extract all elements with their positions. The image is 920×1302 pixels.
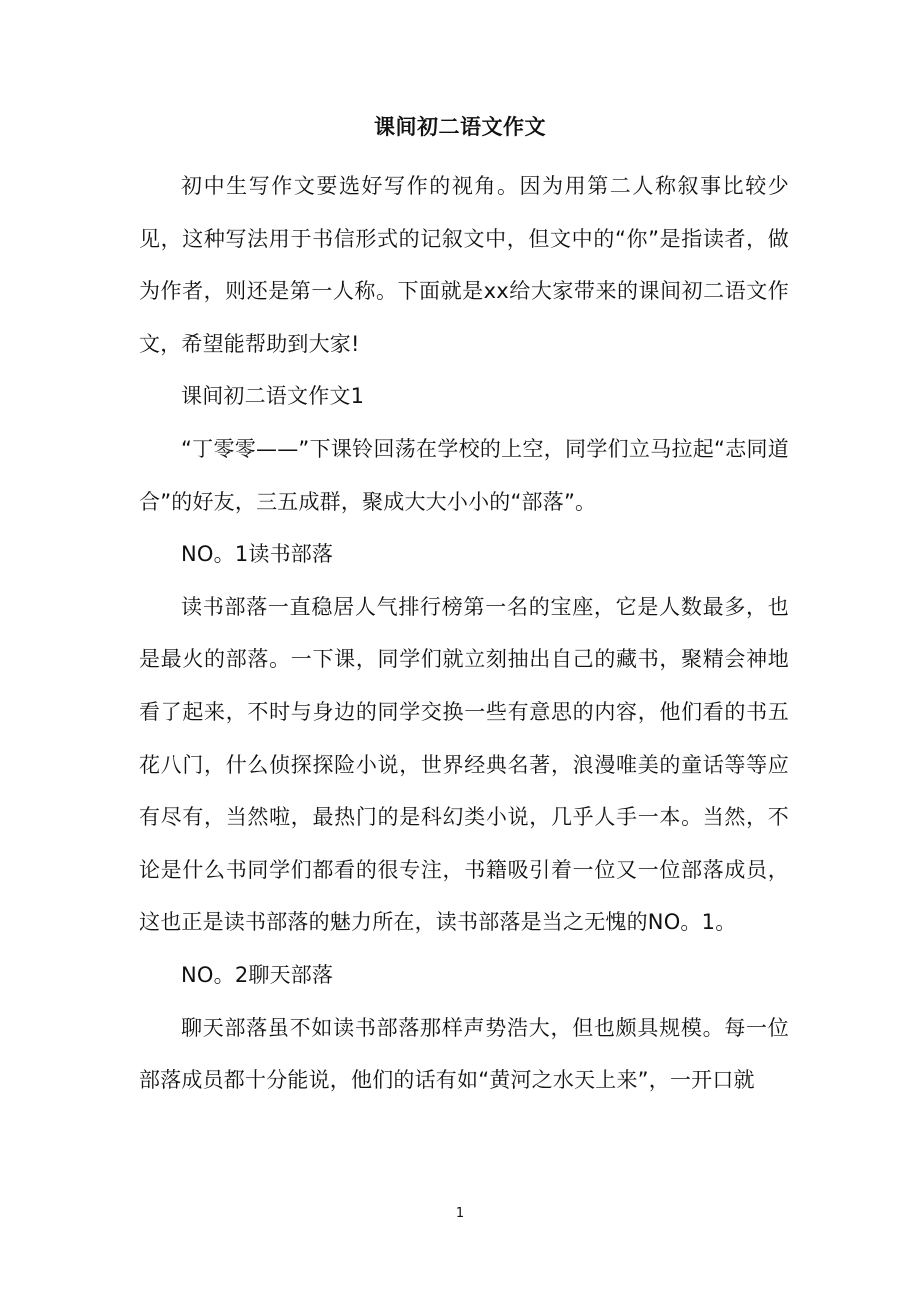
essay-heading: 课间初二语文作文1 [181, 384, 365, 409]
page-number: 1 [455, 1206, 465, 1221]
document-body [139, 160, 789, 1107]
section-heading-chat: NO。2聊天部落 [181, 962, 334, 987]
essay-paragraph: “丁零零——”下课铃回荡在学校的上空，同学们立马拉起“志同道合”的好友，三五成群，聚成大大小小的“部落”。 [139, 436, 789, 514]
document-title: 课间初二语文作文 [374, 115, 546, 139]
intro-paragraph: 初中生写作文要选好写作的视角。因为用第二人称叙事比较少见，这种写法用于书信形式的记叙文中，但文中的“你”是指读者，做为作者，则还是第一人称。下面就是xx给大家带来的课间初二语文作文，希望能帮助到大家! [139, 174, 789, 356]
reading-tribe-paragraph: 读书部落一直稳居人气排行榜第一名的宝座，它是人数最多，也是最火的部落。一下课，同学们就立刻抽出自己的藏书，聚精会神地看了起来，不时与身边的同学交换一些有意思的内容，他们看的书五花八门，什么侦探探险小说，世界经典名著，浪漫唯美的童话等等应有尽有，当然啦，最热门的是科幻类小说，几乎人手一本。当然，不论是什么书同学们都看的很专注，书籍吸引着一位又一位部落成员，这也正是读书部落的魅力所在，读书部落是当之无愧的NO。1。 [139, 594, 789, 935]
chat-tribe-paragraph: 聊天部落虽不如读书部落那样声势浩大，但也颇具规模。每一位部落成员都十分能说，他们的话有如“黄河之水天上来”，一开口就 [139, 1015, 789, 1093]
section-heading-reading: NO。1读书部落 [181, 542, 334, 567]
